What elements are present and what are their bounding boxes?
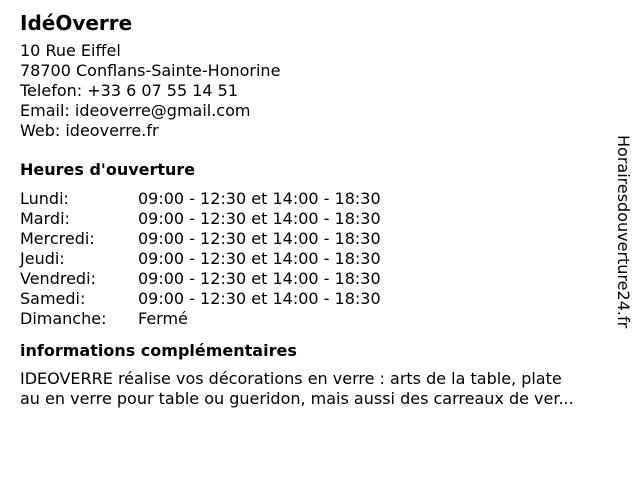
day-label: Mercredi: [20,229,95,248]
day-hours: 09:00 - 12:30 et 14:00 - 18:30 [138,249,381,268]
info-description-line-2: au en verre pour table ou gueridon, mais aussi des carreaux de ver... [20,389,574,408]
business-name: IdéOverre [20,11,133,35]
email-line: Email: ideoverre@gmail.com [20,101,251,120]
hours-title: Heures d'ouverture [20,160,196,179]
phone-line: Telefon: +33 6 07 55 14 51 [20,81,239,100]
info-title: informations complémentaires [20,341,297,360]
info-description-line-1: IDEOVERRE réalise vos décorations en verre : arts de la table, plate [20,369,562,388]
day-hours: 09:00 - 12:30 et 14:00 - 18:30 [138,189,381,208]
hours-row-tuesday [20,209,381,229]
hours-row-friday [20,269,381,289]
day-label: Samedi: [20,289,86,308]
day-label: Mardi: [20,209,70,228]
hours-row-sunday [20,309,381,329]
day-hours: 09:00 - 12:30 et 14:00 - 18:30 [138,209,381,228]
address-city: 78700 Conflans-Sainte-Honorine [20,61,281,80]
hours-row-thursday [20,249,381,269]
day-label: Vendredi: [20,269,96,288]
day-hours: Fermé [138,309,188,328]
day-label: Dimanche: [20,309,107,328]
business-card [20,10,620,409]
web-line: Web: ideoverre.fr [20,121,159,140]
hours-row-saturday [20,289,381,309]
day-hours: 09:00 - 12:30 et 14:00 - 18:30 [138,289,381,308]
day-hours: 09:00 - 12:30 et 14:00 - 18:30 [138,269,381,288]
day-hours: 09:00 - 12:30 et 14:00 - 18:30 [138,229,381,248]
hours-row-wednesday [20,229,381,249]
day-label: Jeudi: [20,249,65,268]
hours-row-monday [20,189,381,209]
site-brand-vertical: Horairesdouverture24.fr [614,135,633,329]
hours-table [20,189,381,329]
day-label: Lundi: [20,189,69,208]
address-street: 10 Rue Eiffel [20,41,121,60]
